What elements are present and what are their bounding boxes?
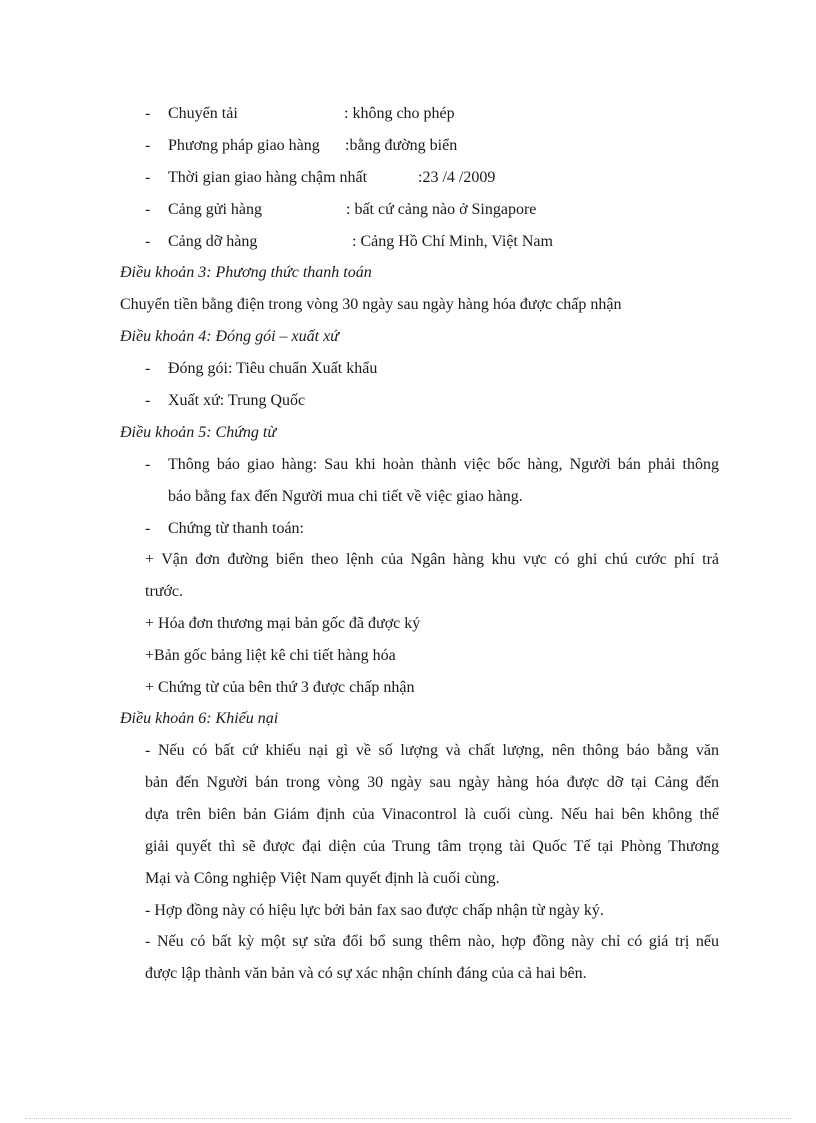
bullet-dash: - (145, 233, 151, 250)
term-value: :bằng đường biển (345, 137, 458, 154)
article3-heading: Điều khoản 3: Phương thức thanh toán (120, 264, 372, 281)
term-label: Thời gian giao hàng chậm nhất (168, 169, 368, 186)
article5-bill-line2: trước. (145, 583, 184, 600)
article4-heading: Điều khoản 4: Đóng gói – xuất xứ (120, 328, 339, 345)
term-value: : không cho phép (344, 105, 455, 122)
term-value: : bất cứ cảng nào ở Singapore (346, 201, 537, 218)
article6-p1-line: giải quyết thì sẽ được đại diện của Trung tâm trọng tài Quốc Tế tại Phòng Thương (145, 838, 719, 855)
bullet-dash: - (145, 137, 151, 154)
article5-notice-line2: báo bằng fax đến Người mua chi tiết về việc giao hàng. (168, 488, 523, 505)
bullet-dash: - (145, 520, 151, 537)
bullet-dash: - (145, 105, 151, 122)
term-label: Chuyển tải (168, 105, 238, 122)
article6-p3-line: - Nếu có bất kỳ một sự sửa đổi bổ sung thêm nào, hợp đồng này chỉ có giá trị nếu (145, 933, 719, 950)
bullet-dash: - (145, 392, 151, 409)
article5-bill-line1: + Vận đơn đường biển theo lệnh của Ngân hàng khu vực có ghi chú cước phí trả (145, 551, 719, 568)
article5-packing-list: +Bản gốc bảng liệt kê chi tiết hàng hóa (145, 647, 396, 664)
bullet-dash: - (145, 169, 151, 186)
bullet-dash: - (145, 456, 151, 473)
docs-title-text: Chứng từ thanh toán: (168, 520, 304, 537)
article3-body: Chuyển tiền bằng điện trong vòng 30 ngày sau ngày hàng hóa được chấp nhận (120, 296, 622, 313)
article5-heading: Điều khoản 5: Chứng từ (120, 424, 277, 441)
bullet-dash: - (145, 201, 151, 218)
article6-p3-line: được lập thành văn bản và có sự xác nhận chính đáng của cả hai bên. (145, 965, 587, 982)
item-text: Đóng gói: Tiêu chuẩn Xuất khẩu (168, 360, 378, 377)
bullet-dash: - (145, 360, 151, 377)
article6-p1-line: bản đến Người bán trong vòng 30 ngày sau ngày hàng hóa được dỡ tại Cảng đến (145, 774, 719, 791)
notice-text: Thông báo giao hàng: Sau khi hoàn thành việc bốc hàng, Người bán phải thông (168, 456, 719, 473)
item-text: Xuất xứ: Trung Quốc (168, 392, 306, 409)
article6-p1-line: - Nếu có bất cứ khiếu nại gì về số lượng và chất lượng, nên thông báo bằng văn (145, 742, 719, 759)
term-label: Phương pháp giao hàng (168, 137, 320, 154)
term-value: :23 /4 /2009 (418, 169, 496, 186)
article6-p1-line: Mại và Công nghiệp Việt Nam quyết định là cuối cùng. (145, 870, 500, 887)
term-label: Cảng gửi hàng (168, 201, 262, 218)
article6-p1-line: dựa trên biên bản Giám định của Vinacontrol là cuối cùng. Nếu hai bên không thể (145, 806, 719, 823)
article6-p2: - Hợp đồng này có hiệu lực bởi bản fax sao được chấp nhận từ ngày ký. (145, 902, 604, 919)
term-value: : Cảng Hồ Chí Minh, Việt Nam (352, 233, 553, 250)
page-bottom-divider (25, 1118, 791, 1119)
term-label: Cảng dỡ hàng (168, 233, 258, 250)
article6-heading: Điều khoản 6: Khiếu nại (120, 710, 279, 727)
article5-invoice: + Hóa đơn thương mại bản gốc đã được ký (145, 615, 421, 632)
article5-third-party: + Chứng từ của bên thứ 3 được chấp nhận (145, 679, 415, 696)
